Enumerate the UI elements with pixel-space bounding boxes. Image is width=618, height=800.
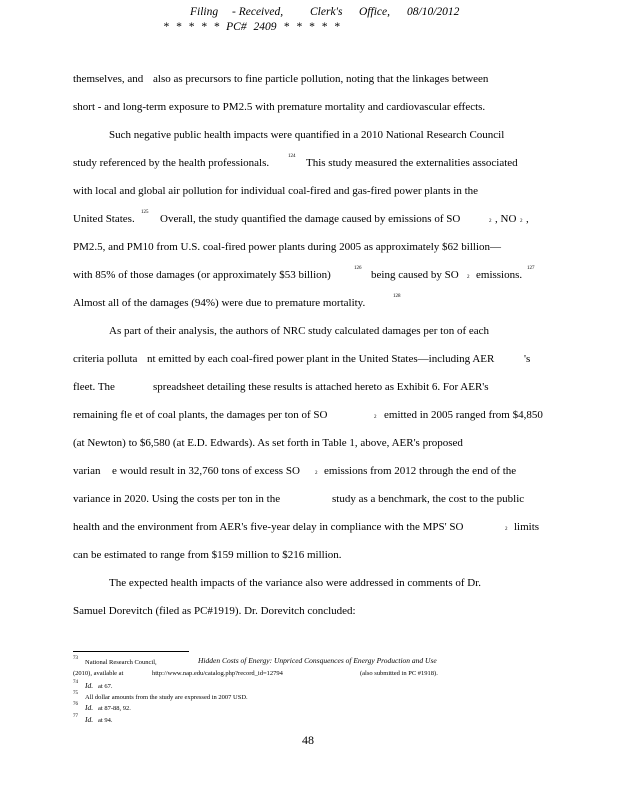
footnote-1-title: Hidden Costs of Energy: Unpriced Consquences of Energy Production and Use (198, 656, 437, 665)
body-line-13c: emitted in 2005 ranged from $4,850 (384, 409, 543, 421)
body-line-9: Almost all of the damages (94%) were due to premature mortality. (73, 297, 366, 309)
body-line-8a: with 85% of those damages (or approximately $53 billion) (73, 269, 331, 281)
footnote-number: 75 (73, 691, 78, 696)
footnote-number: 77 (73, 714, 78, 719)
body-line-2: short - and long-term exposure to PM2.5 with premature mortality and cardiovascular effects. (73, 101, 486, 113)
footnote-5-id: Id. (85, 715, 94, 724)
footnote-2: at 67. (98, 683, 113, 690)
body-line-6d: , (526, 213, 529, 225)
body-line-17b: limits (514, 521, 540, 533)
body-line-7: PM2.5, and PM10 from U.S. coal-fired power plants during 2005 as approximately $62 billion— (73, 241, 502, 253)
footnote-ref: 126 (354, 266, 362, 271)
footnote-4: at 87-88, 92. (98, 705, 131, 712)
body-line-13b: et of coal plants, the damages per ton of SO (135, 409, 328, 421)
body-line-3: Such negative public health impacts were quantified in a 2010 National Research Council (109, 129, 505, 141)
footnote-1c: (also submitted in PC #1918). (360, 670, 438, 677)
header-pc-line: * * * * * PC# 2409 * * * * * (163, 21, 340, 33)
footnote-number: 73 (73, 656, 78, 661)
body-line-14: (at Newton) to $6,580 (at E.D. Edwards). As set forth in Table 1, above, AER's proposed (73, 437, 463, 449)
body-line-8c: emissions. (476, 269, 523, 281)
body-line-6b: Overall, the study quantified the damage caused by emissions of SO (160, 213, 461, 225)
subscript: 2 (315, 471, 318, 476)
body-line-20: Samuel Dorevitch (filed as PC#1919). Dr. Dorevitch concluded: (73, 605, 356, 617)
footnote-number: 76 (73, 702, 78, 707)
body-line-12b: spreadsheet detailing these results is attached hereto as Exhibit 6. For AER's (153, 381, 489, 393)
footnote-separator (73, 651, 189, 652)
body-line-4b: This study measured the externalities associated (306, 157, 518, 169)
body-line-5: with local and global air pollution for individual coal-fired and gas-fired power plants in the (73, 185, 479, 197)
footnote-1b: (2010), available at (73, 670, 124, 677)
body-line-17a: health and the environment from AER's five-year delay in compliance with the MPS' SO (73, 521, 464, 533)
footnote-number: 74 (73, 680, 78, 685)
body-line-4a: study referenced by the health professionals. (73, 157, 270, 169)
body-line-19: The expected health impacts of the variance also were addressed in comments of Dr. (109, 577, 482, 589)
footnote-ref: 124 (288, 154, 296, 159)
subscript: 2 (467, 275, 470, 280)
body-line-6c: , NO (495, 213, 517, 225)
footnote-5: at 94. (98, 717, 113, 724)
body-line-11a: criteria polluta (73, 353, 138, 365)
header-received: - Received, (232, 6, 284, 18)
body-line-18: can be estimated to range from $159 million to $216 million. (73, 549, 342, 561)
body-line-13a: remaining fle (73, 409, 132, 421)
subscript: 2 (505, 527, 508, 532)
footnote-ref: 128 (393, 294, 401, 299)
page-number: 48 (302, 733, 314, 747)
footnote-1a: National Research Council, (85, 659, 157, 666)
body-line-10: As part of their analysis, the authors of NRC study calculated damages per ton of each (109, 325, 489, 337)
body-line-11c: 's (524, 353, 531, 365)
footnote-2-id: Id. (85, 681, 94, 690)
body-line-6a: United States. (73, 213, 135, 225)
footnote-3: All dollar amounts from the study are expressed in 2007 USD. (85, 694, 248, 701)
header-clerks: Clerk's (310, 6, 343, 18)
body-line-15a: varian (73, 465, 101, 477)
body-line-16b: study as a benchmark, the cost to the public (332, 493, 525, 505)
body-line-16a: variance in 2020. Using the costs per ton in the (73, 493, 281, 505)
footnote-ref: 125 (141, 210, 149, 215)
body-line-15b: e would result in 32,760 tons of excess SO (112, 465, 300, 477)
body-line-15c: emissions from 2012 through the end of the (324, 465, 517, 477)
footnote-1-url[interactable]: http://www.nap.edu/catalog.php?record_id=12794 (152, 670, 283, 677)
header-date: 08/10/2012 (407, 6, 460, 18)
body-line-1b: also as precursors to fine particle pollution, noting that the linkages between (153, 73, 489, 85)
body-line-12a: fleet. The (73, 381, 115, 393)
header-filing: Filing (190, 6, 219, 18)
subscript: 2 (520, 219, 523, 224)
body-line-8b: being caused by SO (371, 269, 459, 281)
body-line-1a: themselves, and (73, 73, 144, 85)
header-office: Office, (359, 6, 390, 18)
footnote-4-id: Id. (85, 703, 94, 712)
subscript: 2 (374, 415, 377, 420)
subscript: 2 (489, 219, 492, 224)
body-line-11b: nt emitted by each coal-fired power plant in the United States—including AER (147, 353, 495, 365)
footnote-ref: 127 (527, 266, 535, 271)
